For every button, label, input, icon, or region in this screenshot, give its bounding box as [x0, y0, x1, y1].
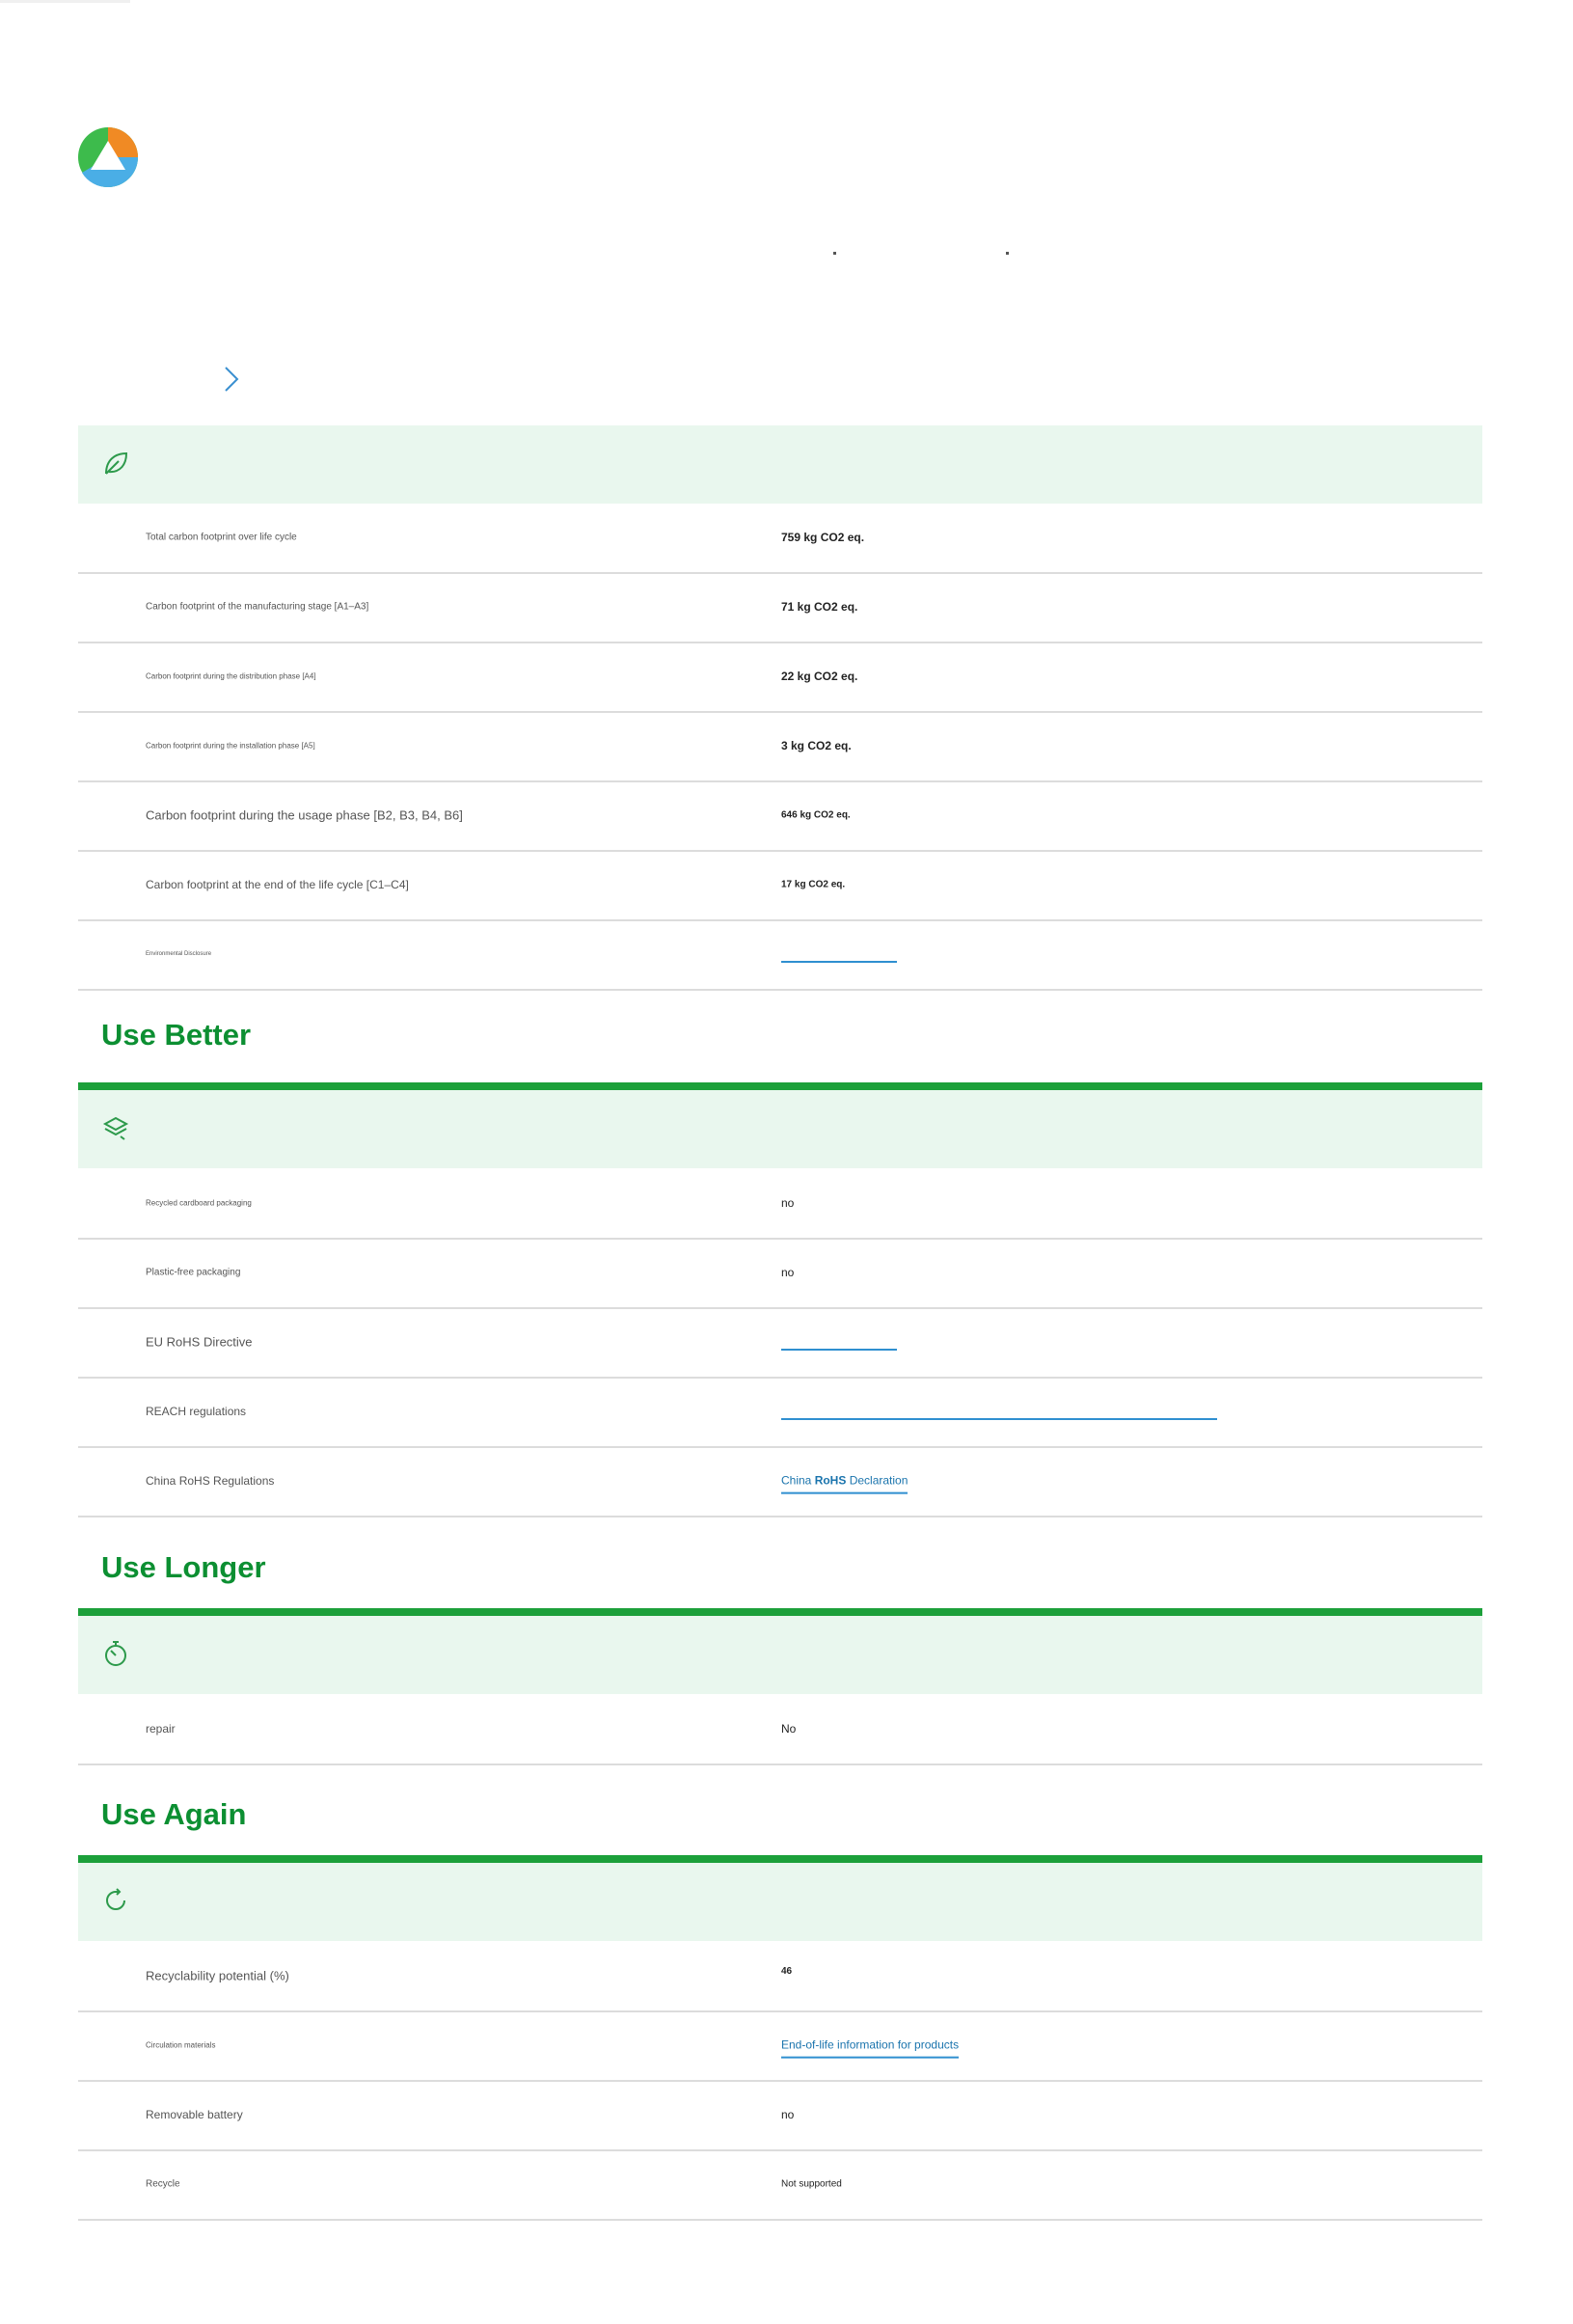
row-label: Carbon footprint at the end of the life cycle [C1–C4]: [146, 878, 409, 891]
row-value: 22 kg CO2 eq.: [781, 670, 858, 683]
section-divider: [78, 1608, 1482, 1616]
row-label: Plastic-free packaging: [146, 1267, 241, 1278]
row-value: 71 kg CO2 eq.: [781, 600, 858, 614]
row-label: Recycled cardboard packaging: [146, 1198, 252, 1208]
row-label: REACH regulations: [146, 1405, 247, 1418]
row-label: Environmental Disclosure: [146, 951, 212, 957]
row-label: Recyclability potential (%): [146, 1968, 289, 1983]
row-value: no: [781, 1266, 795, 1279]
table-row: [78, 1377, 1482, 1448]
table-row: [78, 503, 1482, 574]
table-row: [78, 1238, 1482, 1309]
table-row: [78, 1694, 1482, 1765]
row-label: Carbon footprint during the usage phase [B2, B3, B4, B6]: [146, 807, 463, 823]
row-value: no: [781, 1196, 795, 1210]
brand-logo: [77, 126, 139, 188]
link-text-suffix: Declaration: [846, 1473, 909, 1488]
refresh-icon: [101, 1886, 130, 1915]
table-row: [78, 711, 1482, 782]
row-value: No: [781, 1722, 797, 1736]
table-row: [78, 2010, 1482, 2082]
reach-link[interactable]: [781, 1418, 1217, 1420]
row-label: Circulation materials: [146, 2040, 216, 2050]
row-value: 17 kg CO2 eq.: [781, 879, 846, 890]
table-row: [78, 1446, 1482, 1517]
row-label: Recycle: [146, 2178, 180, 2190]
chevron-right-icon[interactable]: [220, 365, 245, 394]
table-row: [78, 1307, 1482, 1379]
table-row: [78, 642, 1482, 713]
link-text-prefix: China: [781, 1473, 815, 1488]
section-title-use-again: Use Again: [101, 1797, 247, 1831]
table-row: [78, 919, 1482, 991]
environmental-disclosure-link[interactable]: [781, 961, 897, 963]
leaf-icon: [101, 449, 130, 478]
use-better-band: [78, 1090, 1482, 1168]
table-row: [78, 2080, 1482, 2151]
row-label: Total carbon footprint over life cycle: [146, 532, 297, 543]
table-row: [78, 572, 1482, 643]
row-label: Carbon footprint during the distribution phase [A4]: [146, 671, 316, 681]
row-value: 3 kg CO2 eq.: [781, 739, 852, 752]
china-rohs-declaration-link[interactable]: [781, 1474, 908, 1494]
row-value: 759 kg CO2 eq.: [781, 531, 865, 544]
header-tick-mark: [833, 252, 836, 255]
row-label: repair: [146, 1722, 176, 1736]
use-again-band: [78, 1863, 1482, 1941]
table-row: [78, 780, 1482, 852]
use-longer-band: [78, 1616, 1482, 1694]
header-tick-mark: [1006, 252, 1009, 255]
table-row: [78, 2149, 1482, 2221]
layers-recycle-icon: [101, 1113, 130, 1142]
table-row: [78, 850, 1482, 921]
table-row: [78, 1168, 1482, 1240]
section-divider: [78, 1855, 1482, 1863]
row-label: Carbon footprint during the installation phase [A5]: [146, 741, 315, 751]
row-value: no: [781, 2108, 795, 2121]
row-value: 46: [781, 1966, 793, 1978]
table-row: [78, 1941, 1482, 2012]
row-label: EU RoHS Directive: [146, 1334, 253, 1350]
end-of-life-info-link[interactable]: End-of-life information for products: [781, 2038, 959, 2059]
carbon-footprint-band: [78, 425, 1482, 504]
eu-rohs-link[interactable]: [781, 1349, 897, 1351]
stopwatch-icon: [101, 1639, 130, 1668]
row-label: Carbon footprint of the manufacturing stage [A1–A3]: [146, 601, 369, 613]
row-label: China RoHS Regulations: [146, 1474, 275, 1488]
section-title-use-longer: Use Longer: [101, 1550, 266, 1584]
row-value: Not supported: [781, 2178, 842, 2190]
top-tab-remnant: [0, 0, 130, 3]
section-divider: [78, 1082, 1482, 1090]
link-text-bold: RoHS: [814, 1473, 847, 1488]
row-label: Removable battery: [146, 2108, 243, 2121]
section-title-use-better: Use Better: [101, 1018, 252, 1052]
row-value: 646 kg CO2 eq.: [781, 809, 851, 821]
